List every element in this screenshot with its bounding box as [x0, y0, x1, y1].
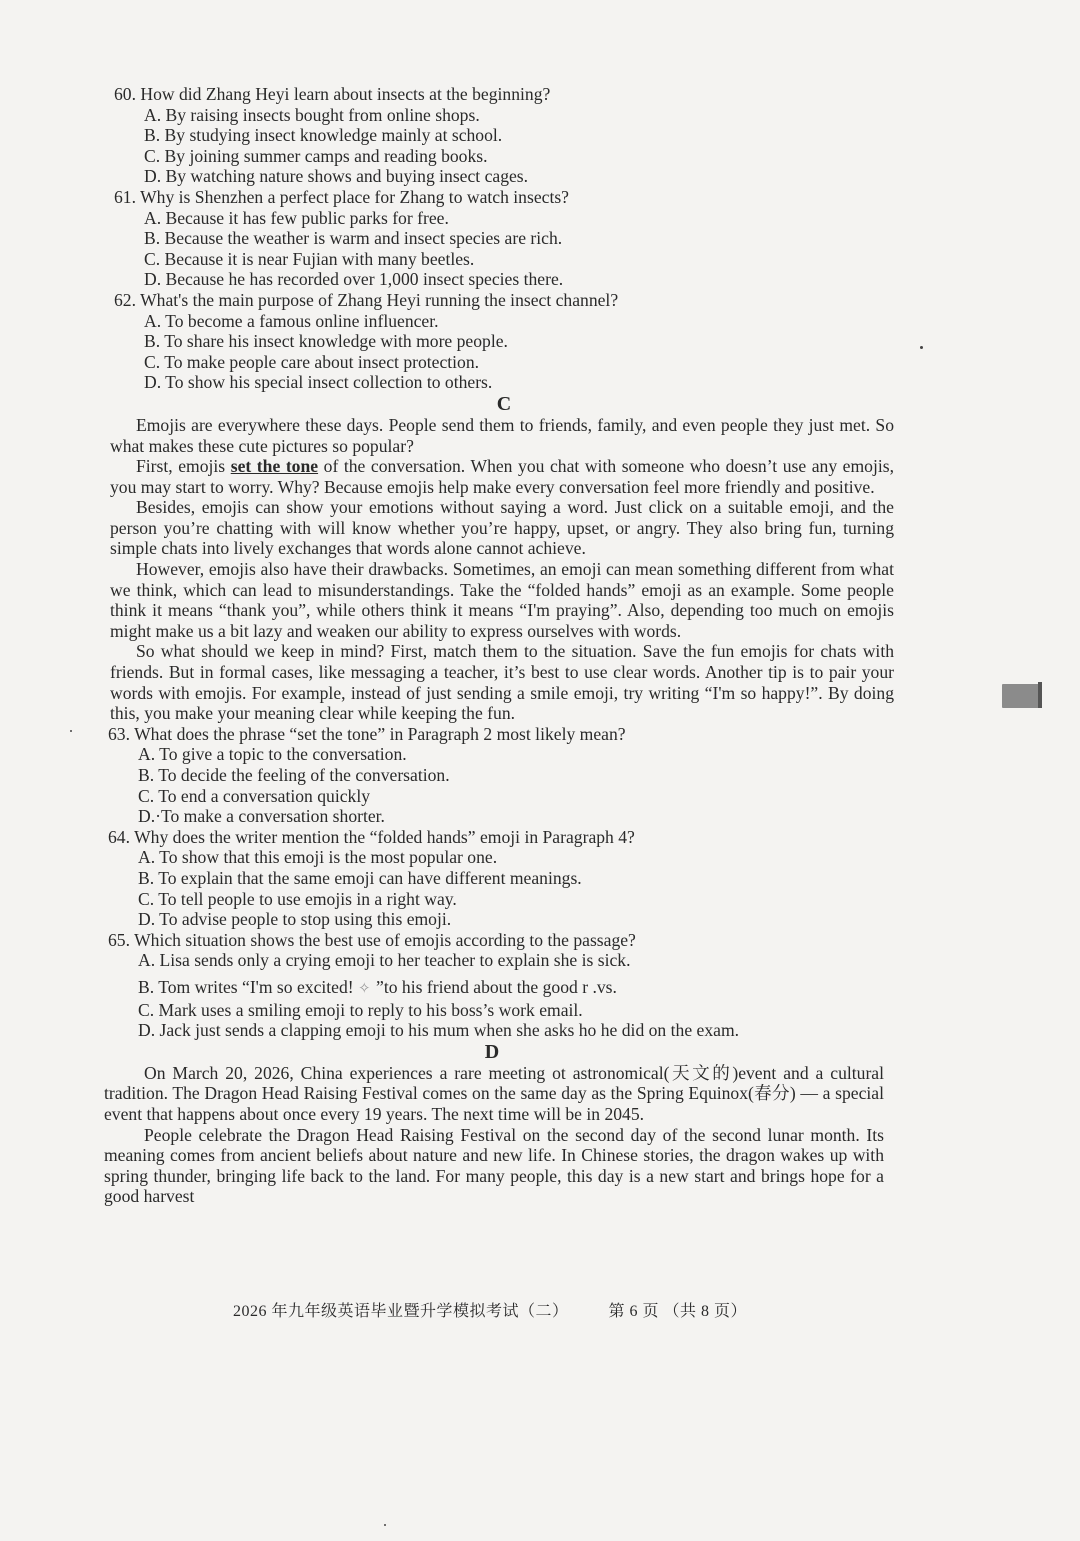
- paragraph-1: On March 20, 2026, China experiences a rare meeting ot astronomical(天文的)event and a cultural tradition. The Dragon Head Raising Festival comes on the same day as the Spring Equinox(春分) — a special event that happens about once every 19 years. The next time will be in 2045.: [104, 1062, 884, 1124]
- question-stem: 61. Why is Shenzhen a perfect place for Zhang to watch insects?: [114, 186, 569, 207]
- option-c: C. To tell people to use emojis in a right way.: [138, 888, 457, 909]
- option-d: D. Jack just sends a clapping emoji to his mum when she asks ho he did on the exam.: [138, 1020, 740, 1041]
- option-b-start: B. Tom writes “I'm so excited!: [138, 976, 359, 997]
- option-d: D. To show his special insect collection to others.: [144, 372, 493, 393]
- paragraph-2-end: of the conversation. When you chat with someone who doesn’t use any emojis, you may start to worry. Why? Because emojis help make every conversation feel more friendly and positive.: [110, 456, 894, 497]
- option-c: C. Because it is near Fujian with many beetles.: [144, 248, 475, 269]
- question-64: [104, 827, 894, 930]
- question-stem: 65. Which situation shows the best use of emojis according to the passage?: [108, 929, 636, 950]
- option-a: A. To show that this emoji is the most popular one.: [138, 847, 498, 868]
- question-63: [104, 724, 894, 827]
- page-content: [104, 84, 894, 1207]
- section-d-heading: D: [484, 1040, 500, 1063]
- paragraph-2-start: First, emojis: [136, 456, 231, 477]
- question-62: [104, 290, 894, 393]
- party-popper-icon: ✧: [358, 980, 371, 997]
- option-b: B. To explain that the same emoji can have different meanings.: [138, 867, 582, 888]
- scan-speck: [70, 730, 72, 732]
- option-b: B. Because the weather is warm and insect species are rich.: [144, 228, 563, 249]
- option-c: C. To make people care about insect protection.: [144, 351, 480, 372]
- option-c: C. To end a conversation quickly: [138, 785, 370, 806]
- paragraph-1: Emojis are everywhere these days. People send them to friends, family, and even people they just met. So what makes these cute pictures so popular?: [110, 414, 894, 456]
- option-b-end: ”to his friend about the good r .vs.: [376, 976, 617, 997]
- page-number: 第 6 页 （共 8 页）: [608, 1303, 748, 1320]
- exam-title: 2026 年九年级英语毕业暨升学模拟考试（二）: [232, 1303, 569, 1320]
- option-a: A. To become a famous online influencer.: [144, 310, 439, 331]
- key-phrase: set the tone: [230, 456, 319, 477]
- scan-speck: [384, 1524, 386, 1526]
- paragraph-2: [110, 456, 894, 497]
- question-60: [104, 84, 894, 187]
- option-c: C. By joining summer camps and reading books.: [144, 145, 488, 166]
- option-b: [104, 977, 894, 1000]
- option-b: B. By studying insect knowledge mainly at school.: [144, 125, 503, 146]
- option-b: B. To share his insect knowledge with more people.: [144, 331, 508, 352]
- option-a: A. Lisa sends only a crying emoji to her teacher to explain she is sick.: [138, 950, 631, 971]
- question-stem: 62. What's the main purpose of Zhang Heyi running the insect channel?: [114, 289, 619, 310]
- option-d: D. To advise people to stop using this emoji.: [138, 909, 452, 930]
- option-b: B. To decide the feeling of the conversation.: [138, 765, 450, 785]
- page-footer: [0, 1298, 980, 1321]
- option-d: D.·To make a conversation shorter.: [138, 806, 385, 827]
- question-61: [104, 187, 894, 290]
- question-stem: 60. How did Zhang Heyi learn about insects at the beginning?: [114, 84, 551, 104]
- scan-speck: [920, 346, 923, 349]
- section-c-heading: C: [496, 392, 512, 415]
- option-d: D. By watching nature shows and buying insect cages.: [144, 166, 529, 187]
- option-d: D. Because he has recorded over 1,000 insect species there.: [144, 269, 564, 290]
- option-a: A. Because it has few public parks for free.: [144, 207, 449, 228]
- section-d-passage: [104, 1063, 884, 1207]
- question-stem: 63. What does the phrase “set the tone” in Paragraph 2 most likely mean?: [108, 723, 626, 744]
- paragraph-5: So what should we keep in mind? First, match them to the situation. Save the fun emojis for chats with friends. But in formal cases, like messaging a teacher, it’s best to use clear words. Another tip is to pair your words with emojis. For example, instead of just sending a smile emoji, try writing “I'm so happy!”. By doing this, you make your meaning clear while keeping the fun.: [110, 641, 894, 724]
- paragraph-3: Besides, emojis can show your emotions without saying a word. Just click on a suitable emoji, and the person you’re chatting with will know whether you’re happy, upset, or angry. They also bring fun, turning simple chats into lively exchanges that words alone cannot achieve.: [110, 497, 894, 559]
- paragraph-4: However, emojis also have their drawbacks. Sometimes, an emoji can mean something different from what we think, which can lead to misunderstandings. Take the “folded hands” emoji as an example. Some people think it means “thank you”, while others think it means “I'm praying”. Also, depending too much on emojis might make us a bit lazy and weaken our ability to express ourselves with words.: [110, 559, 894, 641]
- paragraph-2: People celebrate the Dragon Head Raising Festival on the second day of the second lunar month. Its meaning comes from ancient beliefs about nature and new life. In Chinese stories, the dragon wakes up with spring thunder, bringing life back to the land. For many people, this day is a new start and brings hope for a good harvest: [104, 1124, 884, 1207]
- question-65: [104, 930, 894, 1041]
- option-a: A. By raising insects bought from online shops.: [144, 104, 480, 125]
- question-stem: 64. Why does the writer mention the “folded hands” emoji in Paragraph 4?: [108, 826, 635, 847]
- section-c-passage: [104, 415, 894, 724]
- binding-tab-mark: [1002, 684, 1042, 708]
- option-a: A. To give a topic to the conversation.: [138, 744, 407, 765]
- option-c: C. Mark uses a smiling emoji to reply to his boss’s work email.: [138, 999, 583, 1020]
